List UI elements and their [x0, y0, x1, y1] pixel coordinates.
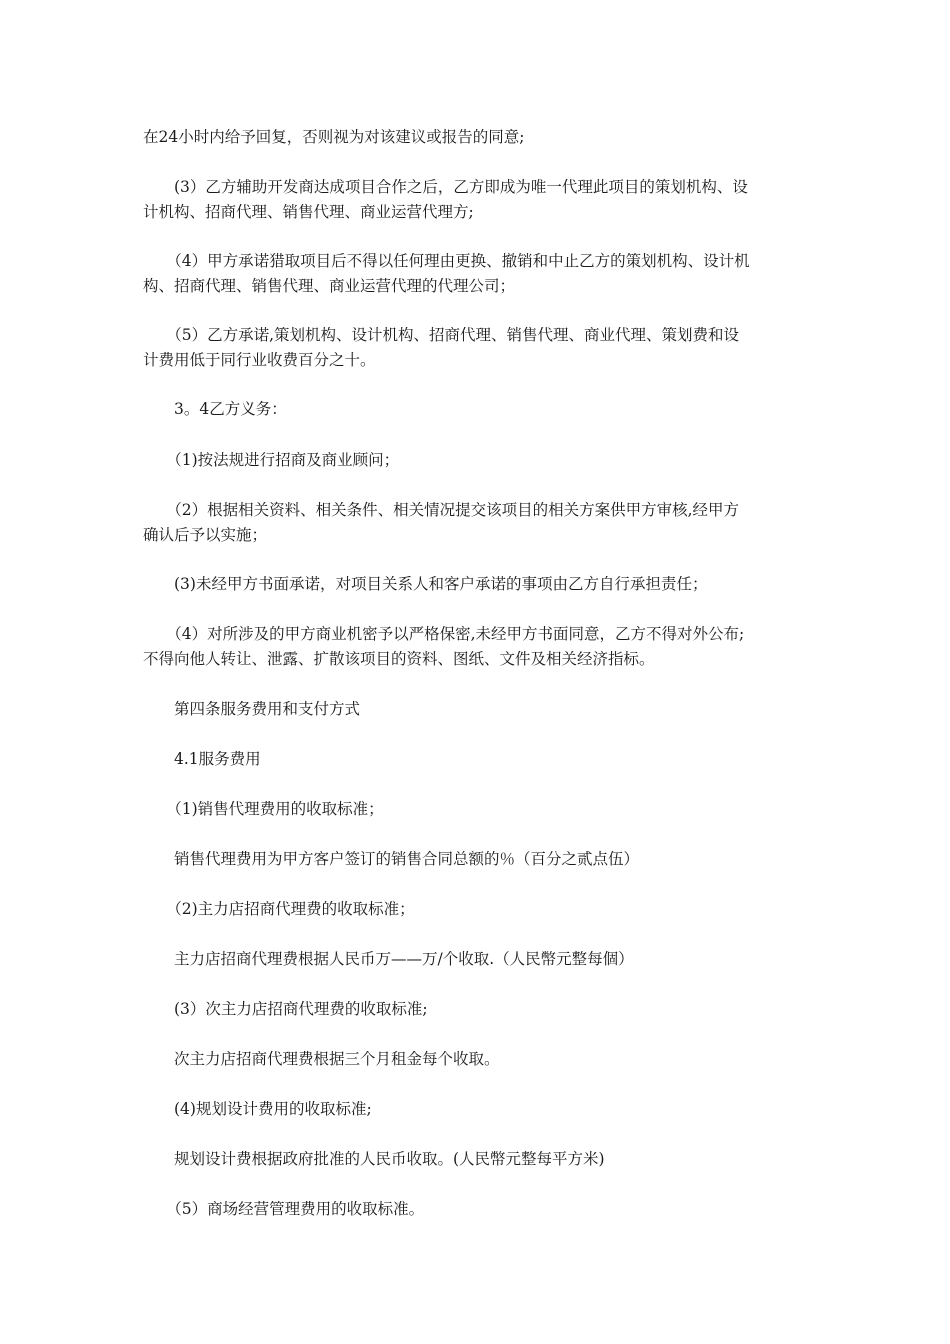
paragraph-line: (3）次主力店招商代理费的收取标准; — [143, 1000, 428, 1018]
paragraph-line: (4)规划设计费用的收取标准; — [143, 1100, 372, 1118]
paragraph-fee-2 — [143, 897, 808, 922]
paragraph-clause-5 — [143, 323, 808, 373]
paragraph-fee-4 — [143, 1097, 808, 1122]
paragraph-line: （5）乙方承诺,策划机构、设计机构、招商代理、销售代理、商业代理、策划费和设 — [143, 326, 740, 344]
paragraph-line: （4）对所涉及的甲方商业机密予以严格保密,未经甲方书面同意，乙方不得对外公布; — [143, 625, 745, 643]
paragraph-reply-within-24h — [143, 125, 808, 150]
paragraph-line: 销售代理费用为甲方客户签订的销售合同总额的％（百分之贰点伍） — [143, 850, 640, 868]
paragraph-line: 第四条服务费用和支付方式 — [143, 700, 361, 718]
paragraph-line: 主力店招商代理费根据人民币万——万/个收取.（人民幣元整每個） — [143, 950, 634, 968]
paragraph-fee-3-detail — [143, 1047, 808, 1072]
section-heading-article-4 — [143, 697, 808, 722]
paragraph-line: 计费用低于同行业收费百分之十。 — [143, 351, 376, 369]
paragraph-fee-3 — [143, 997, 808, 1022]
paragraph-duty-3 — [143, 572, 808, 597]
paragraph-line: （2)主力店招商代理费的收取标准； — [143, 900, 415, 918]
paragraph-line: （2）根据相关资料、相关条件、相关情况提交该项目的相关方案供甲方审核,经甲方 — [143, 501, 740, 519]
paragraph-duty-4 — [143, 622, 808, 672]
paragraph-fee-5 — [143, 1197, 808, 1222]
paragraph-fee-2-detail — [143, 947, 808, 972]
paragraph-line: （1)按法规进行招商及商业顾问； — [143, 451, 400, 469]
paragraph-fee-4-detail — [143, 1147, 808, 1172]
paragraph-line: （4）甲方承诺猎取项目后不得以任何理由更换、撤销和中止乙方的策划机构、设计机 — [143, 252, 750, 270]
paragraph-line: (3)未经甲方书面承诺，对项目关系人和客户承诺的事项由乙方自行承担责任； — [143, 575, 708, 593]
paragraph-line: (3）乙方辅助开发商达成项目合作之后，乙方即成为唯一代理此项目的策划机构、设 — [143, 178, 748, 196]
paragraph-line: 不得向他人转让、泄露、扩散该项目的资料、图纸、文件及相关经济指标。 — [143, 650, 655, 668]
paragraph-duty-2 — [143, 498, 808, 548]
paragraph-line: 3。4乙方义务： — [143, 400, 287, 418]
paragraph-fee-1-detail — [143, 847, 808, 872]
paragraph-line: （1)销售代理费用的收取标准； — [143, 800, 384, 818]
paragraph-line: （5）商场经营管理费用的收取标准。 — [143, 1200, 425, 1218]
paragraph-line: 规划设计费根据政府批准的人民币收取。(人民幣元整每平方米) — [143, 1150, 605, 1168]
paragraph-duty-1 — [143, 448, 808, 473]
paragraph-line: 计机构、招商代理、销售代理、商业运营代理方; — [143, 203, 474, 221]
section-heading-3-4 — [143, 397, 808, 422]
paragraph-line: 4.1服务费用 — [143, 750, 261, 768]
paragraph-clause-3 — [143, 175, 808, 225]
paragraph-line: 构、招商代理、销售代理、商业运营代理的代理公司； — [143, 277, 516, 295]
paragraph-line: 次主力店招商代理费根据三个月租金每个收取。 — [143, 1050, 500, 1068]
paragraph-line: 确认后予以实施； — [143, 526, 268, 544]
paragraph-line: 在24小时内给予回复，否则视为对该建议或报告的同意; — [143, 128, 525, 146]
paragraph-clause-4 — [143, 249, 808, 299]
paragraph-fee-1 — [143, 797, 808, 822]
section-heading-4-1 — [143, 747, 808, 772]
